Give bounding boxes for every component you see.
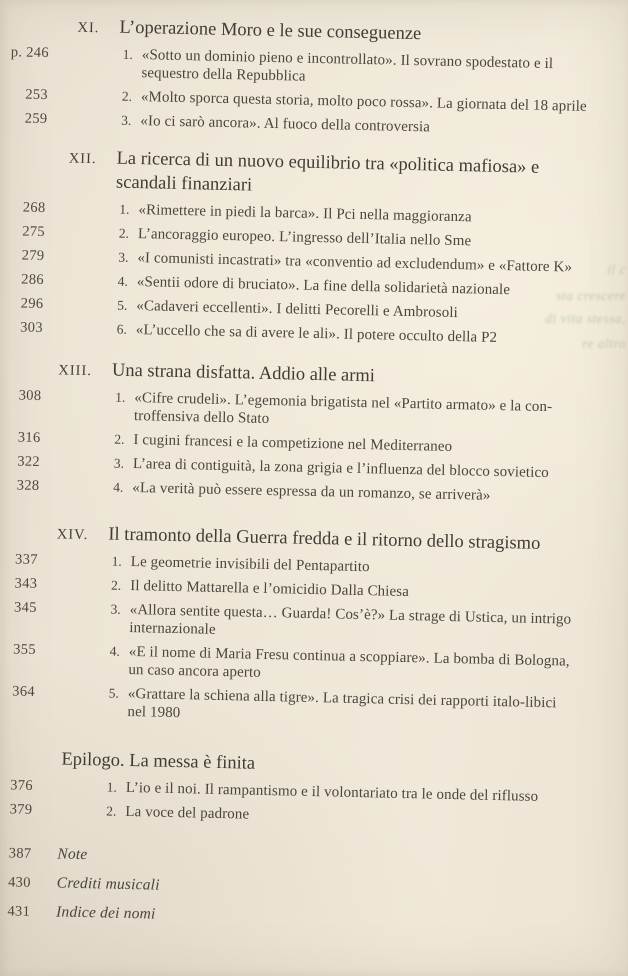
toc-entry	[0, 640, 612, 690]
back-matter-title: Crediti musicali	[56, 874, 160, 894]
entry-page-number: 364	[12, 683, 36, 700]
entry-page-number: 387	[8, 845, 32, 862]
back-matter-entry	[0, 873, 607, 905]
entry-number: 1.	[111, 553, 122, 569]
entry-title: «I comunisti incastrati» tra «conventio ad excludendum» e «Fattore K»	[137, 250, 573, 276]
entry-title: I cugini francesi e la competizione nel Mediterraneo	[133, 432, 453, 455]
entry-title: «L’uccello che sa di avere le ali». Il potere occulto della P2	[135, 322, 498, 346]
entry-page-number: 275	[22, 223, 46, 241]
entry-title: L’area di contiguità, la zona grigia e l’influenza del blocco sovietico	[132, 456, 549, 482]
back-matter-title: Indice dei nomi	[55, 903, 156, 923]
entry-number: 4.	[109, 643, 120, 659]
page-number-cell	[0, 161, 46, 162]
verso-showthrough-text: il c	[607, 262, 626, 277]
entry-page-number: 376	[10, 777, 34, 794]
entry-title: L’ancoraggio europeo. L’ingresso dell’Italia nello Sme	[137, 226, 472, 250]
back-matter-title: Note	[57, 845, 88, 864]
entry-number: 2.	[121, 88, 133, 104]
section-numeral: XI.	[77, 19, 100, 37]
entry-title: «Cifre crudeli». L’egemonia brigatista nel «Partito armato» e la con- troffensiva dello Stato	[133, 390, 553, 427]
entry-page-number: 337	[14, 551, 38, 568]
toc-section-xii	[0, 144, 623, 350]
section-heading	[0, 144, 623, 206]
entry-page-number: 308	[18, 387, 42, 404]
section-title: Una strana disfatta. Addio alle armi	[111, 360, 376, 387]
entry-page-number: 253	[25, 86, 49, 104]
page-number-cell	[0, 763, 33, 764]
back-matter-entry	[0, 902, 606, 934]
toc-entry	[0, 598, 613, 648]
entry-number: 2.	[118, 225, 130, 241]
entry-title: «Sotto un dominio pieno e incontrollato». Il sovrano spodestato e il sequestro della Repubblica	[141, 47, 554, 85]
page-number-cell	[0, 373, 42, 374]
section-numeral: XIII.	[58, 362, 93, 380]
entry-title: Le geometrie invisibili del Pentapartito	[130, 553, 370, 576]
back-matter-entry	[0, 844, 607, 876]
toc-entry	[0, 43, 625, 93]
verso-showthrough-text: di vita stessa,	[545, 311, 626, 326]
entry-page-number: 345	[13, 599, 37, 616]
entry-page-number: p. 246	[10, 44, 50, 62]
entry-number: 4.	[117, 273, 129, 289]
entry-number: 3.	[121, 112, 132, 128]
entry-number: 1.	[115, 389, 126, 405]
entry-page-number: 316	[17, 429, 41, 446]
toc-section-xiii	[0, 356, 618, 508]
section-numeral: XIV.	[56, 526, 89, 544]
entry-title: «Molto sporca questa storia, molto poco rossa». La giornata del 18 aprile	[140, 89, 587, 115]
entry-number: 2.	[114, 431, 125, 447]
verso-showthrough-text: sta crescere	[556, 288, 626, 303]
section-title: Il tramonto della Guerra fredda e il ritorno dello stragismo	[108, 524, 541, 554]
entry-number: 6.	[116, 321, 128, 337]
entry-number: 5.	[117, 297, 128, 313]
toc-section-xi	[0, 13, 626, 141]
section-title: Epilogo. La messa è finita	[61, 749, 256, 774]
entry-page-number: 328	[16, 477, 40, 494]
entry-title: «Io ci sarò ancora». Al fuoco della controversia	[140, 113, 431, 136]
section-numeral: XII.	[68, 150, 97, 168]
toc-entry	[0, 682, 611, 732]
entry-number: 2.	[110, 577, 122, 593]
entry-page-number: 296	[20, 295, 44, 313]
entry-page-number: 268	[22, 199, 46, 217]
entry-title: «Rimettere in piedi la barca». Il Pci nella maggioranza	[138, 202, 472, 226]
verso-showthrough-text: re altro	[582, 336, 626, 351]
section-title: La ricerca di un nuovo equilibrio tra «politica mafiosa» e scandali finanziari	[115, 148, 540, 196]
entry-page-number: 355	[13, 641, 37, 658]
entry-number: 1.	[119, 201, 130, 217]
entry-page-number: 279	[21, 247, 45, 265]
toc-section-xiv	[0, 520, 615, 732]
entry-number: 4.	[113, 479, 124, 495]
entry-title: «Sentii odore di bruciato». La fine della solidarietà nazionale	[136, 274, 511, 299]
entry-title: «La verità può essere espressa da un romanzo, se arriverà»	[132, 480, 491, 504]
page-number-cell	[0, 537, 38, 538]
entry-number: 2.	[106, 803, 117, 819]
toc-section-epilogo	[0, 746, 610, 832]
back-matter	[0, 844, 607, 934]
entry-number: 1.	[106, 779, 118, 795]
entry-title: Il delitto Mattarella e l’omicidio Dalla Chiesa	[130, 577, 410, 601]
entry-page-number: 431	[7, 903, 31, 920]
entry-title: L’io e il noi. Il rampantismo e il volontariato tra le onde del riflusso	[125, 779, 539, 805]
entry-page-number: 303	[20, 319, 44, 337]
entry-number: 1.	[122, 46, 134, 62]
entry-page-number: 286	[21, 271, 45, 289]
entry-page-number: 259	[24, 110, 48, 128]
entry-title: La voce del padrone	[125, 803, 250, 823]
entry-page-number: 343	[14, 575, 38, 592]
entry-title: «Cadaveri eccellenti». I delitti Pecorelli e Ambrosoli	[136, 298, 459, 322]
entry-title: «E il nome di Maria Fresu continua a scoppiare». La bomba di Bologna, un caso ancora aperto	[128, 643, 570, 681]
section-title: L’operazione Moro e le sue conseguenze	[119, 17, 422, 45]
entry-page-number: 430	[7, 874, 31, 891]
page-number-cell	[0, 30, 49, 31]
entry-number: 5.	[108, 685, 120, 701]
entry-page-number: 379	[9, 801, 33, 818]
entry-number: 3.	[118, 249, 129, 265]
entry-title: «Allora sentite questa… Guarda! Cos’è?» La strage di Ustica, un intrigo internazionale	[129, 601, 572, 638]
entry-number: 3.	[110, 601, 121, 617]
toc-entry	[0, 386, 617, 436]
entry-number: 3.	[113, 455, 125, 471]
entry-title: «Grattare la schiena alla tigre». La tragica crisi dei rapporti italo-libici nel 1980	[127, 685, 557, 722]
entry-page-number: 322	[17, 453, 41, 470]
